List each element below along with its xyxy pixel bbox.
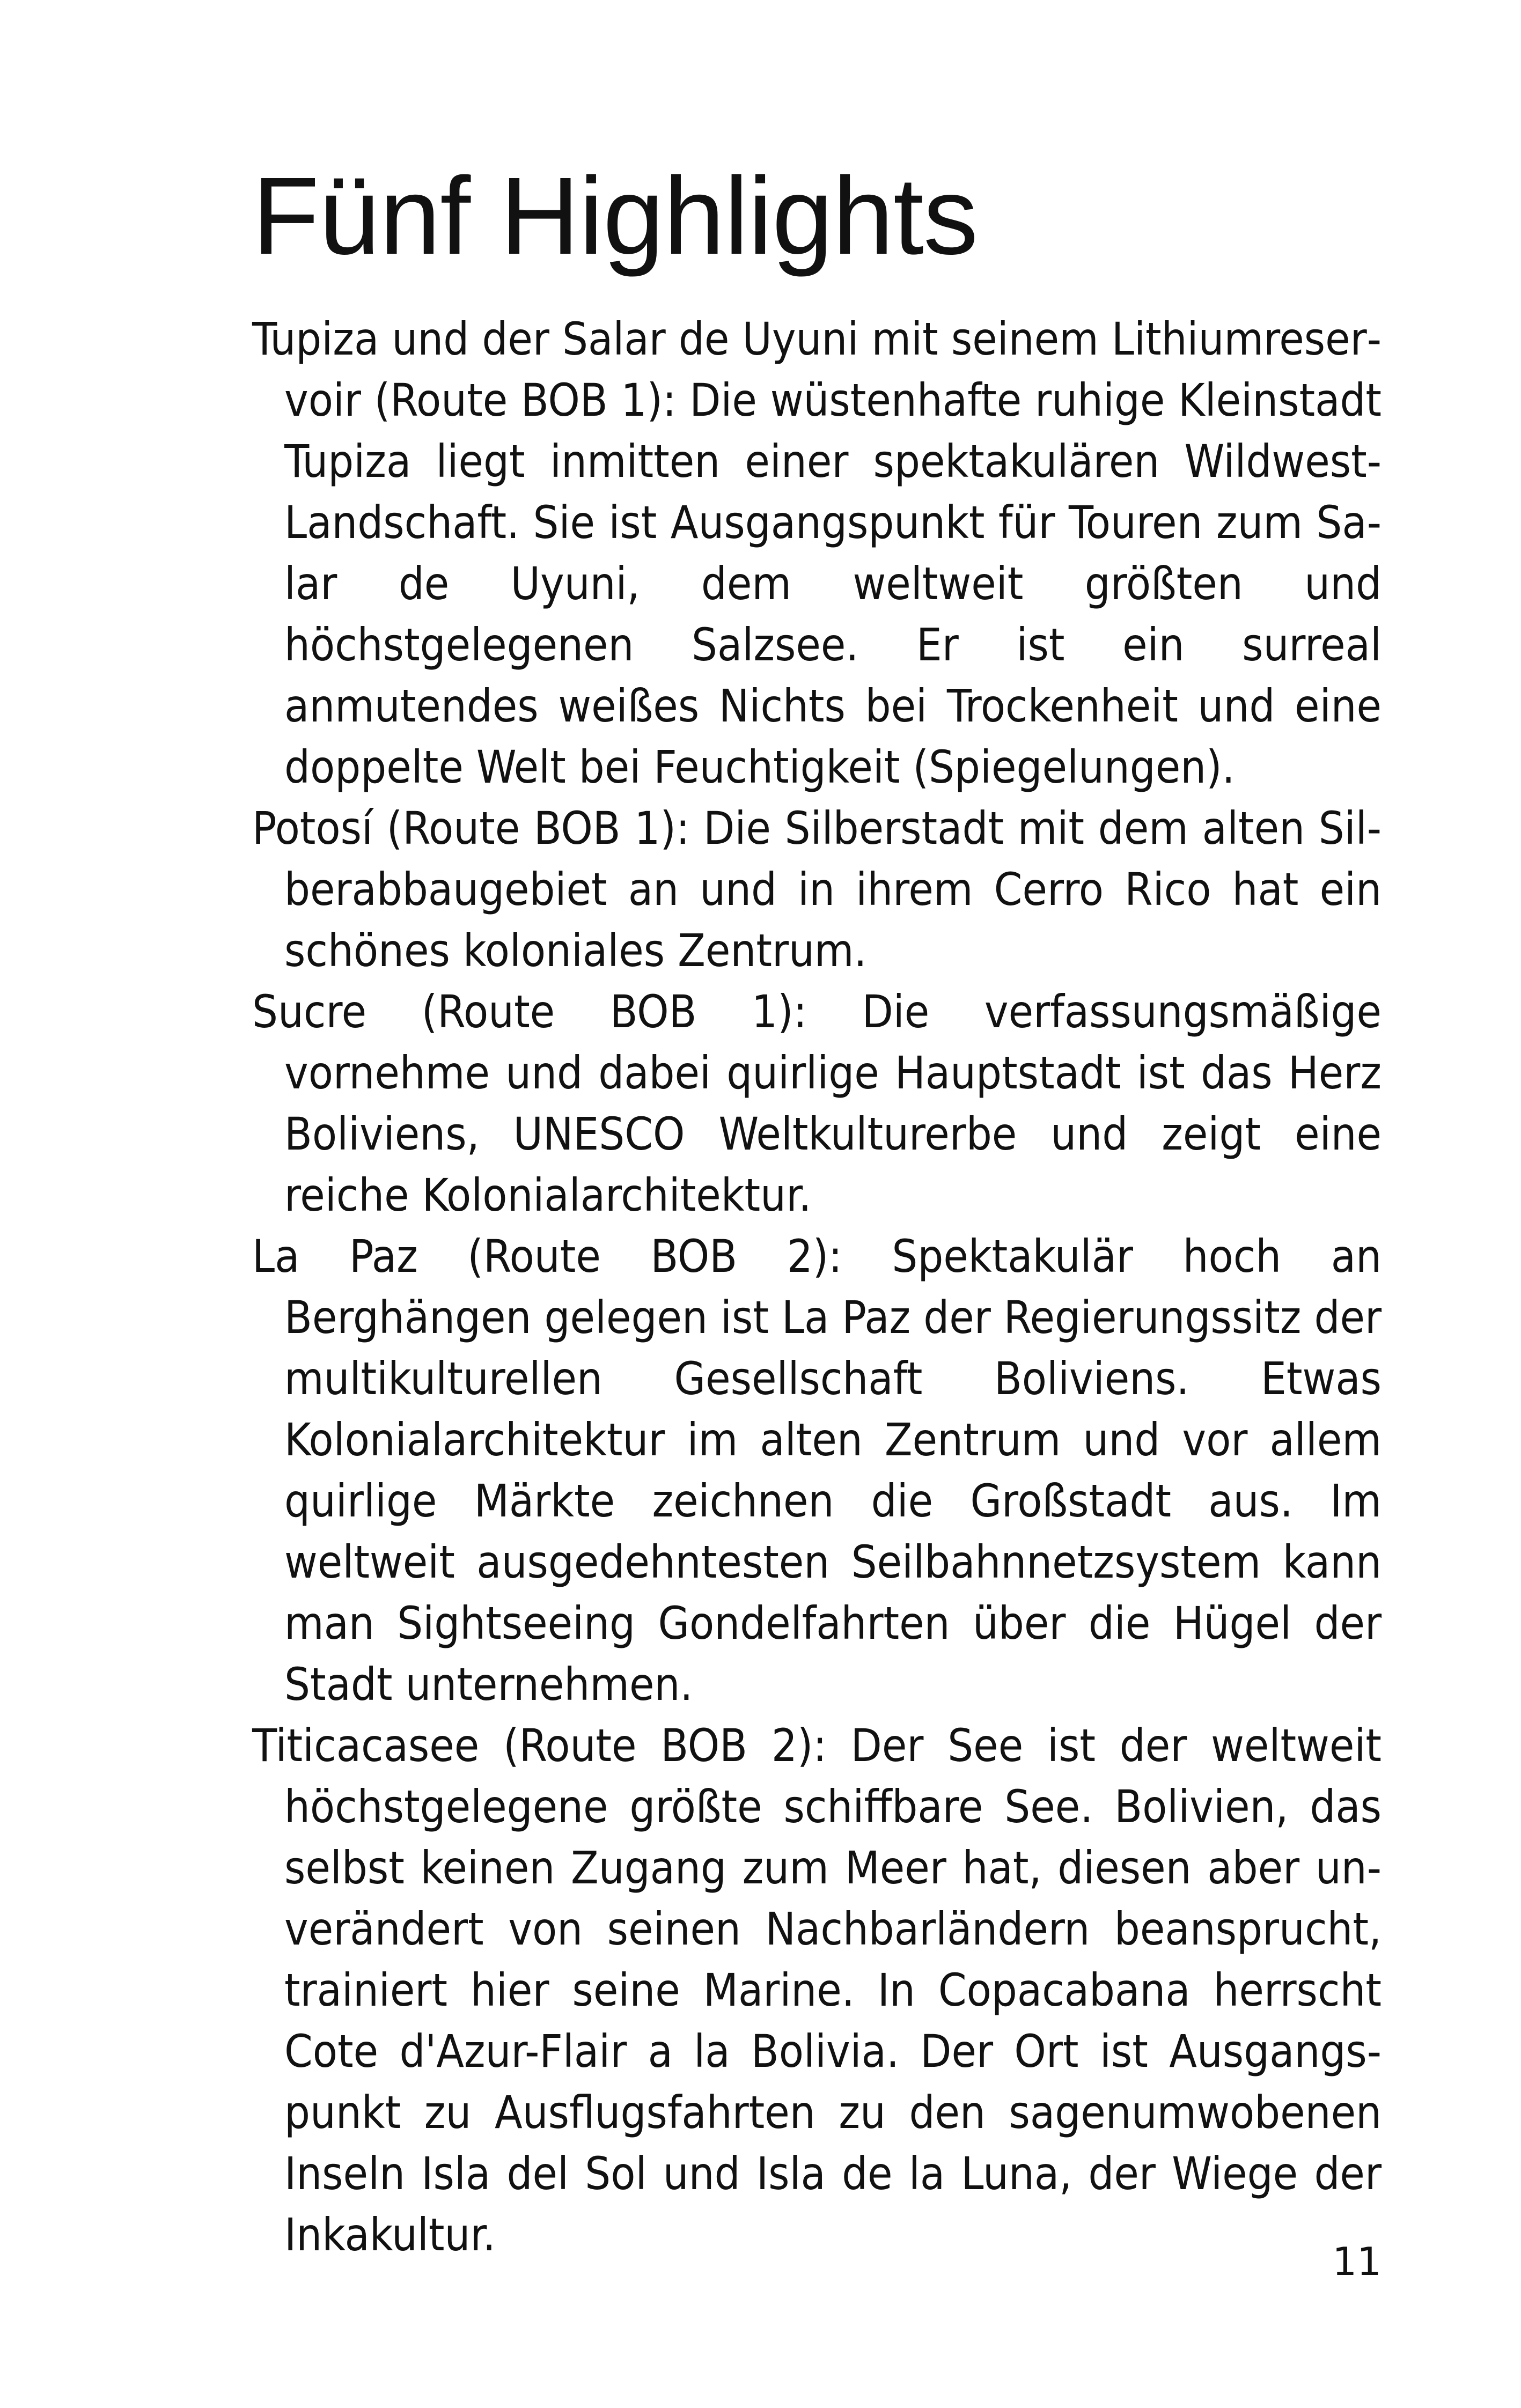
highlights-list: [252, 308, 1382, 2265]
highlight-potosi: Potosí (Route BOB 1): Die Silberstadt mit dem alten Silberabbaugebiet an und in ihrem Cerro Rico hat ein schönes koloniales Zentrum.: [252, 802, 1382, 977]
page-title: Fünf Highlights: [252, 154, 978, 277]
highlight-tupiza-salar-de-uyuni: Tupiza und der Salar de Uyuni mit seinem Lithiumreservoir (Route BOB 1): Die wüstenhafte ruhige Kleinstadt Tupiza liegt inmitten einer spektakulären Wildwest-Landschaft. Sie ist Ausgangspunkt für Touren zum Salar de Uyuni, dem weltweit größten und höchstgelegenen Salzsee. Er ist ein surreal anmutendes weißes Nichts bei Trockenheit und eine doppelte Welt bei Feuchtigkeit (Spiegelungen).: [252, 313, 1382, 793]
page-number: 11: [1332, 2239, 1382, 2284]
highlight-la-paz: La Paz (Route BOB 2): Spektakulär hoch an Berghängen gelegen ist La Paz der Regierungssitz der multikulturellen Gesellschaft Boliviens. Etwas Kolonialarchitektur im alten Zentrum und vor allem quirlige Märkte zeichnen die Großstadt aus. Im weltweit ausgedehntesten Seilbahnnetzsystem kann man Sightseeing Gondelfahrten über die Hügel der Stadt unternehmen.: [252, 1230, 1382, 1711]
highlight-sucre: Sucre (Route BOB 1): Die verfassungsmäßige vornehme und dabei quirlige Hauptstadt ist das Herz Boliviens, UNESCO Weltkulturerbe und zeigt eine reiche Kolonialarchitektur.: [252, 985, 1382, 1221]
highlight-titicacasee: Titicacasee (Route BOB 2): Der See ist der weltweit höchstgelegene größte schiffbare See. Bolivien, das selbst keinen Zugang zum Meer hat, diesen aber unverändert von seinen Nachbarländern beansprucht, trainiert hier seine Marine. In Copacabana herrscht Cote d'Azur-Flair a la Bolivia. Der Ort ist Ausgangspunkt zu Ausflugsfahrten zu den sagenumwobenen Inseln Isla del Sol und Isla de la Luna, der Wiege der Inkakultur.: [252, 1719, 1382, 2261]
